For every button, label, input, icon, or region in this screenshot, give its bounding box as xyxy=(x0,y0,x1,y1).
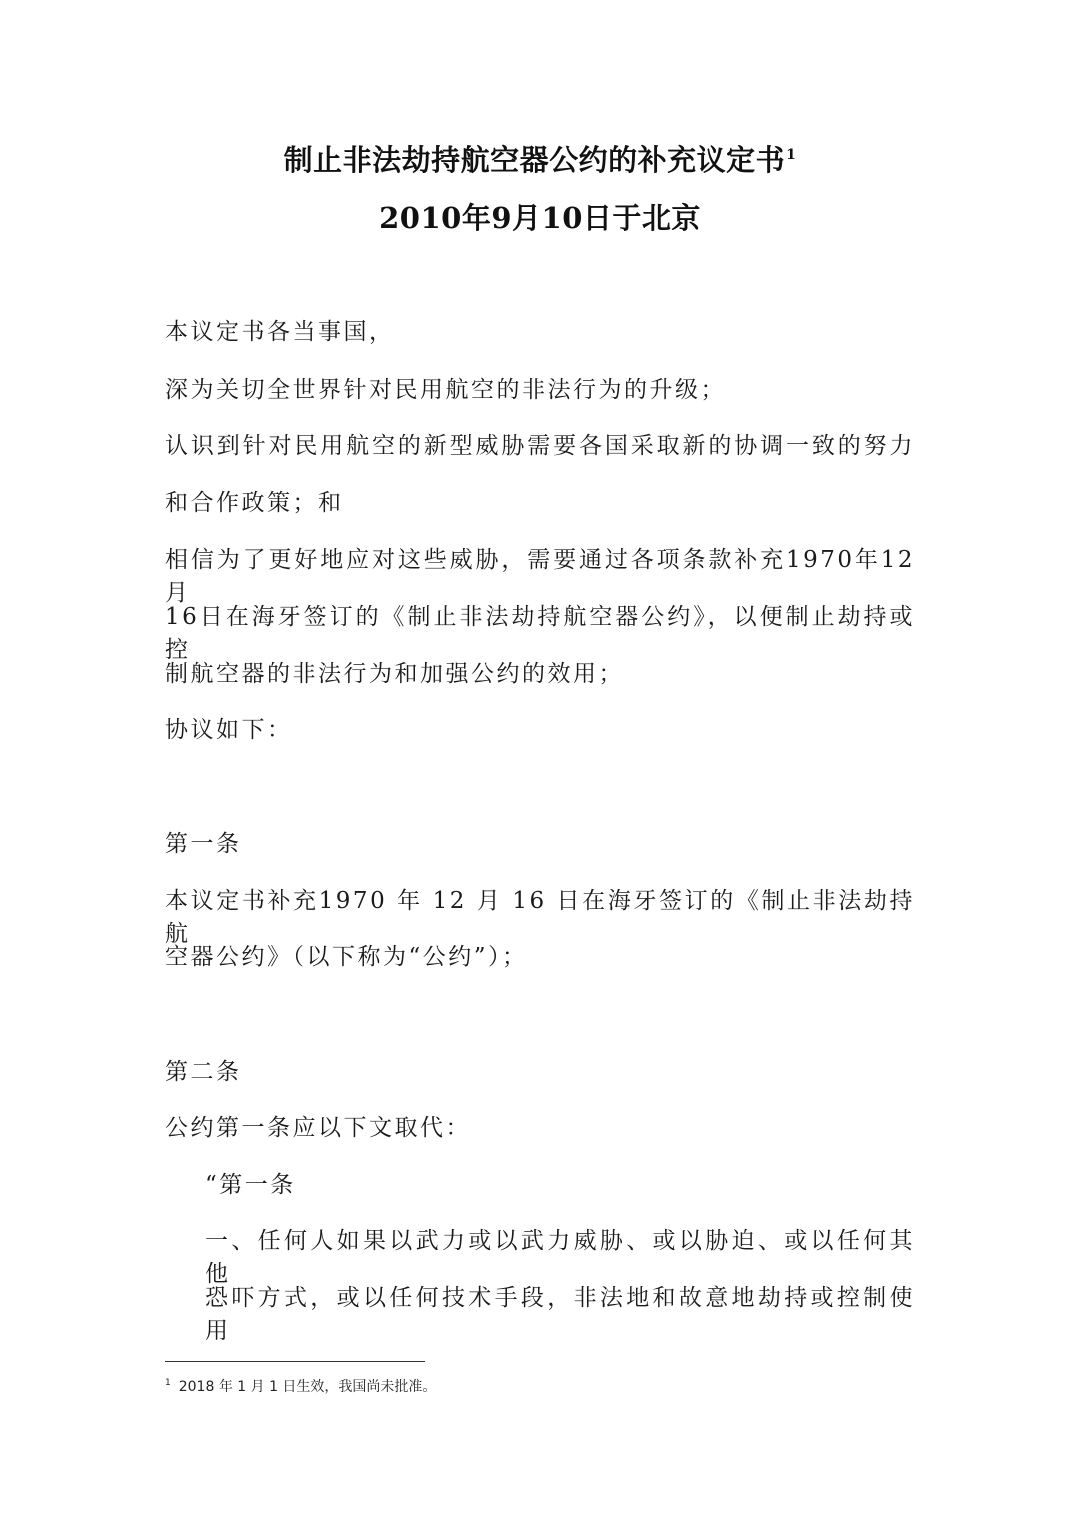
article-2-heading: 第二条 xyxy=(165,1059,242,1085)
preamble-recognizing-line-2: 和合作政策；和 xyxy=(165,490,344,516)
quoted-paragraph-1-line-2: 恐吓方式，或以任何技术手段，非法地和故意地劫持或控制使用 xyxy=(205,1285,915,1344)
article-1-heading: 第一条 xyxy=(165,831,242,857)
preamble-believing-line-3: 制航空器的非法行为和加强公约的效用； xyxy=(165,661,624,687)
footnote-marker: 1 xyxy=(165,1378,171,1389)
quoted-article-heading: “第一条 xyxy=(205,1172,296,1198)
agreed-as-follows: 协议如下： xyxy=(165,717,293,743)
article-1-text-line-2: 空器公约》（以下称为“公约”）； xyxy=(165,944,528,970)
preamble-concern: 深为关切全世界针对民用航空的非法行为的升级； xyxy=(165,377,726,403)
document-date-place: 2010年9月10日于北京 xyxy=(379,201,701,235)
footnote-separator xyxy=(165,1361,425,1362)
footnote xyxy=(165,1376,436,1396)
preamble-believing-line-2: 16日在海牙签订的《制止非法劫持航空器公约》，以便制止劫持或控 xyxy=(165,604,915,663)
title-line-1: 制止非法劫持航空器公约的补充议定书 xyxy=(283,143,786,177)
document-title xyxy=(0,138,1080,179)
article-1-text-line-1: 本议定书补充1970 年 12 月 16 日在海牙签订的《制止非法劫持航 xyxy=(165,888,915,947)
preamble-parties: 本议定书各当事国， xyxy=(165,319,395,345)
footnote-reference[interactable]: 1 xyxy=(786,147,797,164)
footnote-text: 2018 年 1 月 1 日生效，我国尚未批准。 xyxy=(178,1379,437,1395)
preamble-believing-line-1: 相信为了更好地应对这些威胁，需要通过各项条款补充1970年12月 xyxy=(165,547,915,606)
quoted-paragraph-1-line-1: 一、任何人如果以武力或以武力威胁、或以胁迫、或以任何其他 xyxy=(205,1228,915,1287)
article-2-intro: 公约第一条应以下文取代： xyxy=(165,1115,471,1141)
preamble-recognizing-line-1: 认识到针对民用航空的新型威胁需要各国采取新的协调一致的努力 xyxy=(165,433,915,459)
